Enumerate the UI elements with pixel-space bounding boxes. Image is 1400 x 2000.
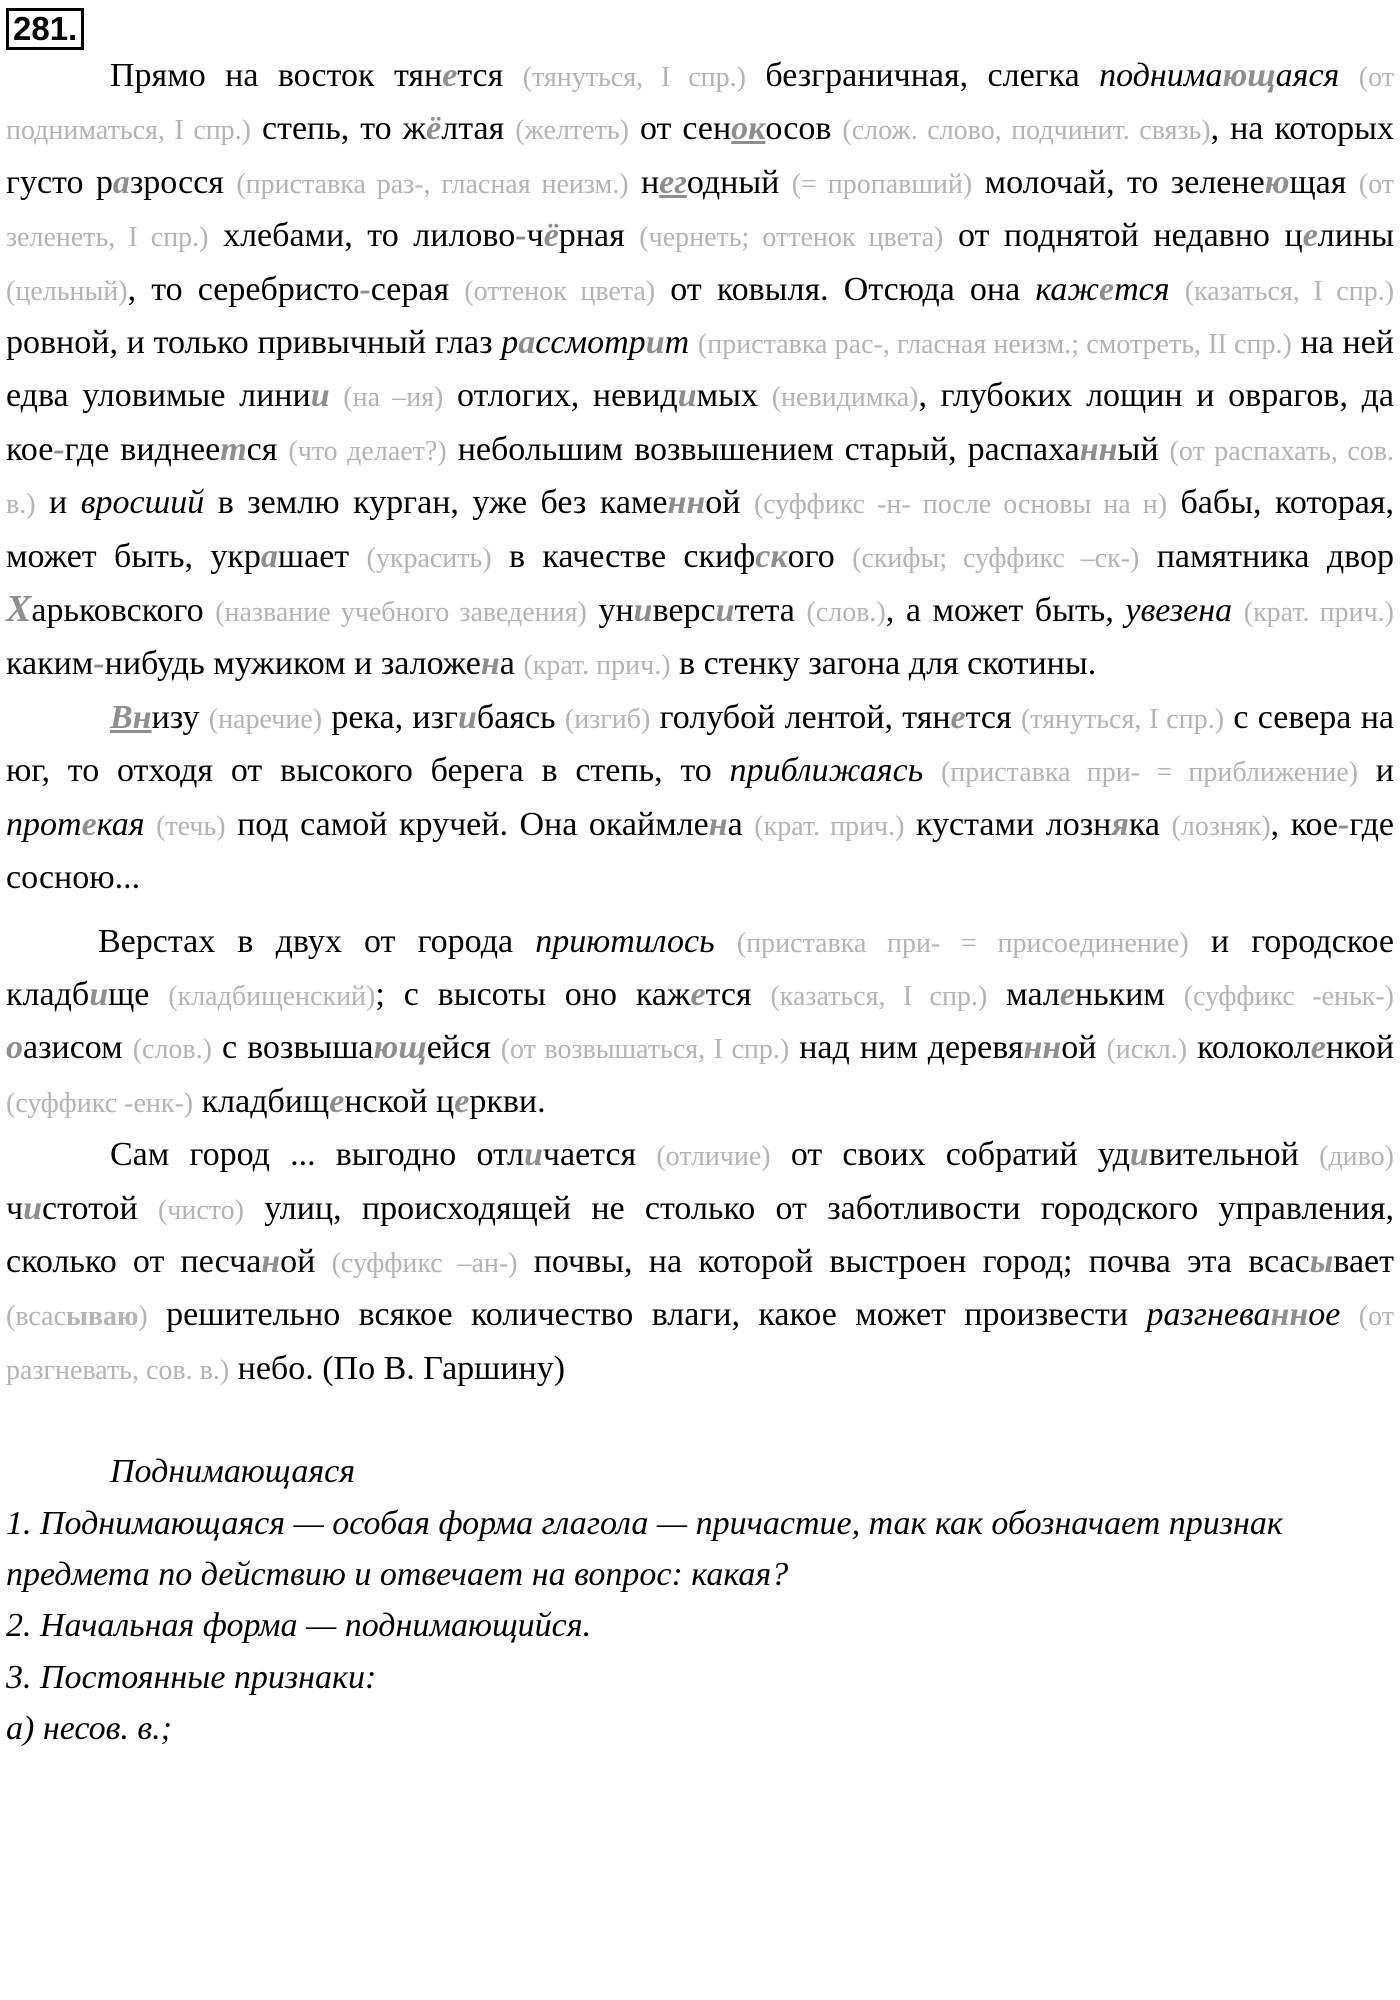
morphological-analysis bbox=[6, 1446, 1400, 1754]
analysis-title: Поднимающаяся bbox=[110, 1453, 356, 1491]
paragraph-1: Прямо на восток тянется (тянуться, I спр.) безграничная, слегка поднимающаяся (от подниматься, I спр.) степь, то жёлтая (желтеть) от сенокосов (слож. слово, подчинит. связь), на которых густо разросся (приставка раз-, гласная неизм.) негодный (= пропавший) молочай, то зеленеющая (от зеленеть, I спр.) хлебами, то лилово-чёрная (чернеть; оттенок цвета) от поднятой недавно целины (цельный), то серебристо-серая (оттенок цвета) от ковыля. Отсюда она кажется (казаться, I спр.) ровной, и только привычный глаз рассмотрит (приставка рас-, гласная неизм.; смотреть, II спр.) на ней едва уловимые линии (на –ия) отлогих, невидимых (невидимка), глубоких лощин и оврагов, да кое-где виднеется (что делает?) небольшим возвышением старый, распаханный (от распахать, сов. в.) и вросший в землю курган, уже без каменной (суффикс -н- после основы на н) бабы, которая, может быть, украшает (украсить) в качестве скифского (скифы; суффикс –ск-) памятника двор Харьковского (название учебного заведения) университета (слов.), а может быть, увезена (крат. прич.) каким-нибудь мужиком и заложена (крат. прич.) в стенку загона для скотины. bbox=[6, 57, 1395, 683]
paragraph-2: Внизу (наречие) река, изгибаясь (изгиб) голубой лентой, тянется (тянуться, I спр.) с севера на юг, то отходя от высокого берега в степь, то приближаясь (приставка при- = приближение) и протекая (течь) под самой кручей. Она окаймлена (крат. прич.) кустами лозняка (лозняк), кое-где сосною... bbox=[6, 698, 1395, 897]
paragraph-4: Сам город ... выгодно отличается (отличие) от своих собратий удивительной (диво) чистотой (чисто) улиц, происходящей не столько от заботливости городского управления, сколько от песчаной (суффикс –ан-) почвы, на которой выстроен город; почва эта всасывает (всасываю) решительно всякое количество влаги, какое может произвести разгневанное (от разгневать, сов. в.) небо. (По В. Гаршину) bbox=[6, 1136, 1394, 1387]
paragraph-3: Верстах в двух от города приютилось (приставка при- = присоединение) и городское кладбище (кладбищенский); с высоты оно кажется (казаться, I спр.) маленьким (суффикс -еньк-) оазисом (слов.) с возвышающейся (от возвышаться, I спр.) над ним деревянной (искл.) колоколенкой (суффикс -енк-) кладбищенской церкви. bbox=[6, 922, 1395, 1120]
analysis-line-3: 3. Постоянные признаки: bbox=[6, 1658, 377, 1696]
exercise-text bbox=[6, 50, 1394, 1396]
exercise-number: 281. bbox=[6, 8, 84, 50]
analysis-line-4: а) несов. в.; bbox=[6, 1710, 172, 1748]
analysis-line-2: 2. Начальная форма — поднимающийся. bbox=[6, 1607, 592, 1645]
analysis-line-1: 1. Поднимающаяся — особая форма глагола — причастие, так как обозначает признак предмета по действию и отвечает на вопрос: какая? bbox=[6, 1504, 1283, 1593]
